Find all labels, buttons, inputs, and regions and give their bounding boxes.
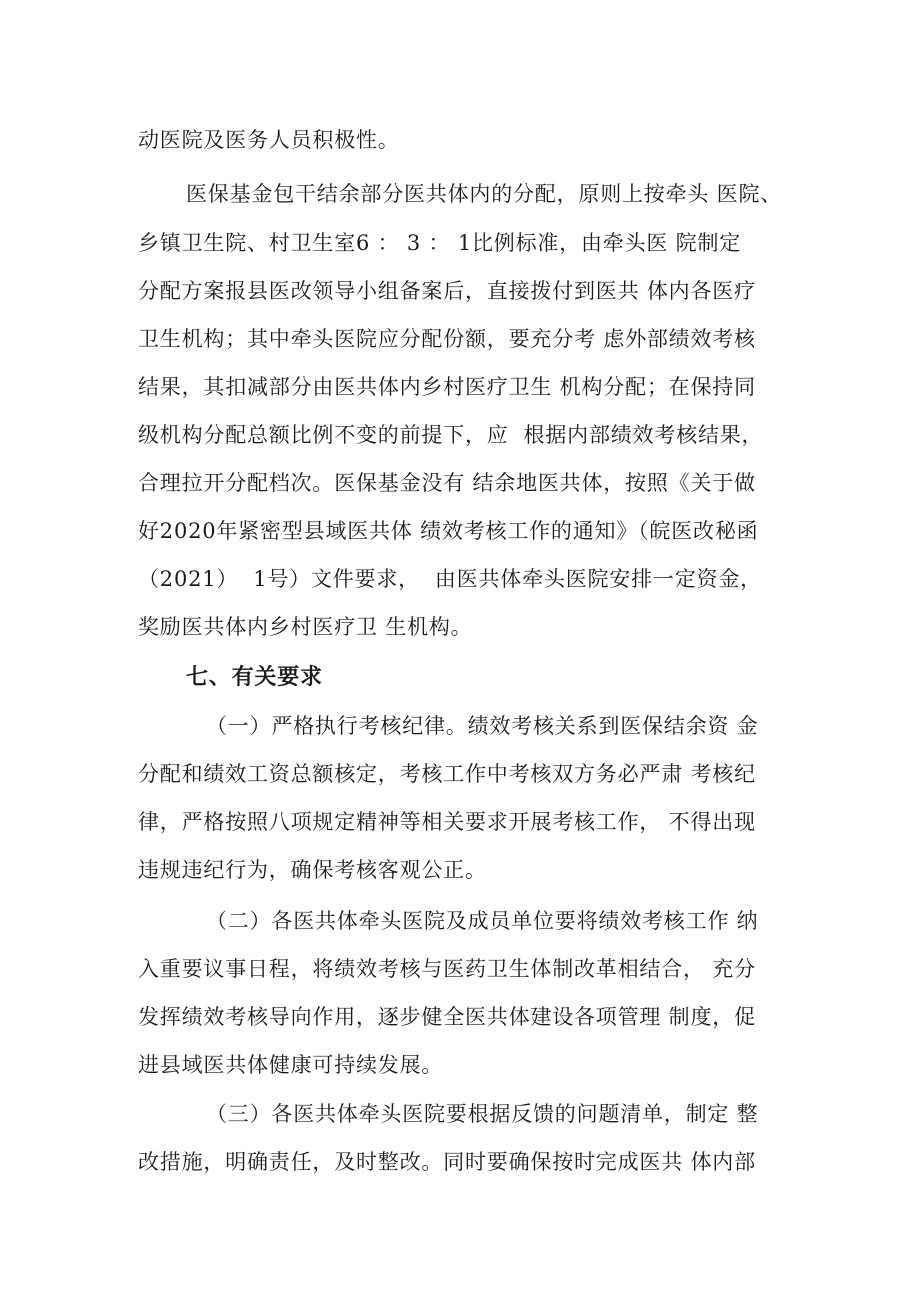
paragraph-line: 发挥绩效考核导向作用，逐步健全医共体建设各项管理 制度，促 [138, 1005, 756, 1029]
paragraph-line: 结果，其扣减部分由医共体内乡村医疗卫生 机构分配；在保持同 [138, 375, 756, 399]
paragraph-line: （一）严格执行考核纪律。绩效考核关系到医保结余资 金 [206, 714, 759, 738]
paragraph-line: 卫生机构；其中牵头医院应分配份额，要充分考 虑外部绩效考核 [138, 327, 756, 351]
paragraph-line: 进县域医共体健康可持续发展。 [138, 1053, 444, 1077]
paragraph-line: 级机构分配总额比例不变的前提下，应 根据内部绩效考核结果， [138, 423, 764, 447]
paragraph-line: 分配方案报县医改领导小组备案后，直接拨付到医共 体内各医疗 [138, 279, 756, 303]
paragraph-line: 分配和绩效工资总额核定，考核工作中考核双方务必严肃 考核纪 [138, 762, 756, 786]
paragraph-line: 医保基金包干结余部分医共体内的分配，原则上按牵头 医院、 [186, 182, 783, 206]
paragraph-line: 乡镇卫生院、村卫生室6 ： 3 ： 1比例标准，由牵头医 院制定 [138, 231, 742, 255]
section-heading: 七、有关要求 [186, 665, 323, 690]
paragraph-line: 违规违纪行为，确保考核客观公正。 [138, 858, 487, 882]
paragraph-line: （三）各医共体牵头医院要根据反馈的问题清单，制定 整 [206, 1102, 759, 1126]
paragraph-line: （二）各医共体牵头医院及成员单位要将绩效考核工作 纳 [206, 909, 759, 933]
paragraph-line: 合理拉开分配档次。医保基金没有 结余地医共体，按照《关于做 [138, 471, 756, 495]
paragraph-line: 入重要议事日程，将绩效考核与医药卫生体制改革相结合， 充分 [138, 957, 756, 981]
paragraph-line: 奖励医共体内乡村医疗卫 生机构。 [138, 615, 473, 639]
paragraph-line: 动医院及医务人员积极性。 [138, 128, 400, 152]
paragraph-line: 律，严格按照八项规定精神等相关要求开展考核工作， 不得出现 [138, 810, 756, 834]
paragraph-line: 改措施，明确责任，及时整改。同时要确保按时完成医共 体内部 [138, 1150, 756, 1174]
paragraph-line: （2021） 1号）文件要求， 由医共体牵头医院安排一定资金， [138, 567, 762, 591]
paragraph-line: 好2020年紧密型县域医共体 绩效考核工作的通知》（皖医改秘函 [138, 519, 759, 543]
